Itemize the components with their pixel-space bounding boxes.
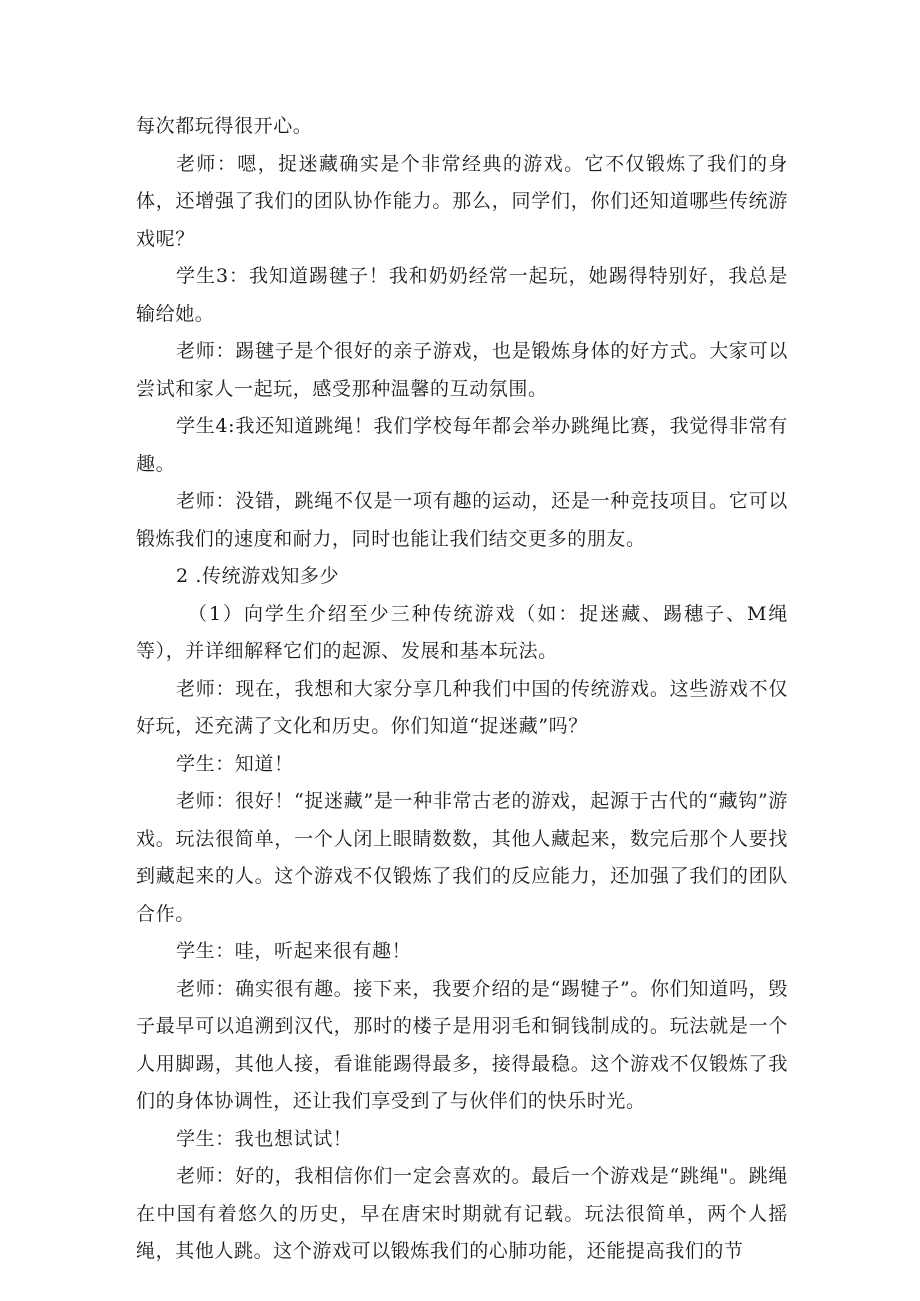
paragraph: 老师：现在，我想和大家分享几种我们中国的传统游戏。这些游戏不仅好玩，还充满了文化和历史。你们知道“捉迷藏”吗？ [136,677,788,737]
paragraph: 老师：确实很有趣。接下来，我要介绍的是“踢犍子”。你们知道吗，毁子最早可以追溯到汉代，那时的楼子是用羽毛和铜钱制成的。玩法就是一个人用脚踢，其他人接，看谁能踢得最多，接得最稳。这个游戏不仅锻炼了我们的身体协调性，还让我们享受到了与伙伴们的快乐时光。 [136,977,788,1112]
paragraph: 老师：很好！“捉迷藏”是一种非常古老的游戏，起源于古代的“藏钩”游戏。玩法很简单，一个人闭上眼睛数数，其他人藏起来，数完后那个人要找到藏起来的人。这个游戏不仅锻炼了我们的反应能力，还加强了我们的团队合作。 [136,790,788,925]
paragraph: 学生：知道！ [176,752,294,775]
paragraph: 每次都玩得很开心。 [136,115,313,137]
paragraph: 学生3：我知道踢毽子！我和奶奶经常一起玩，她踢得特别好，我总是输给她。 [136,265,788,325]
document-page [136,108,788,1271]
paragraph: 学生4:我还知道跳绳！我们学校每年都会举办跳绳比赛，我觉得非常有趣。 [136,415,788,475]
paragraph: 老师：好的，我相信你们一定会喜欢的。最后一个游戏是“跳绳"。跳绳在中国有着悠久的历史，早在唐宋时期就有记载。玩法很简单，两个人摇绳，其他人跳。这个游戏可以锻炼我们的心肺功能，还能提高我们的节 [136,1165,788,1262]
paragraph: 老师：嗯，捉迷藏确实是个非常经典的游戏。它不仅锻炼了我们的身体，还增强了我们的团队协作能力。那么，同学们，你们还知道哪些传统游戏呢？ [136,152,788,250]
paragraph: 学生：我也想试试！ [176,1127,353,1150]
paragraph: 学生：哇，听起来很有趣！ [176,940,412,962]
paragraph: 老师：踢毽子是个很好的亲子游戏，也是锻炼身体的好方式。大家可以尝试和家人一起玩，感受那种温馨的互动氛围。 [136,340,788,400]
paragraph: 老师：没错，跳绳不仅是一项有趣的运动，还是一种竞技项目。它可以锻炼我们的速度和耐力，同时也能让我们结交更多的朋友。 [136,490,788,550]
subsection-item: （1）向学生介绍至少三种传统游戏（如：捉迷藏、踢穗子、M绳等），并详细解释它们的起源、发展和基本玩法。 [136,602,788,662]
section-heading: 2 .传统游戏知多少 [176,565,340,587]
